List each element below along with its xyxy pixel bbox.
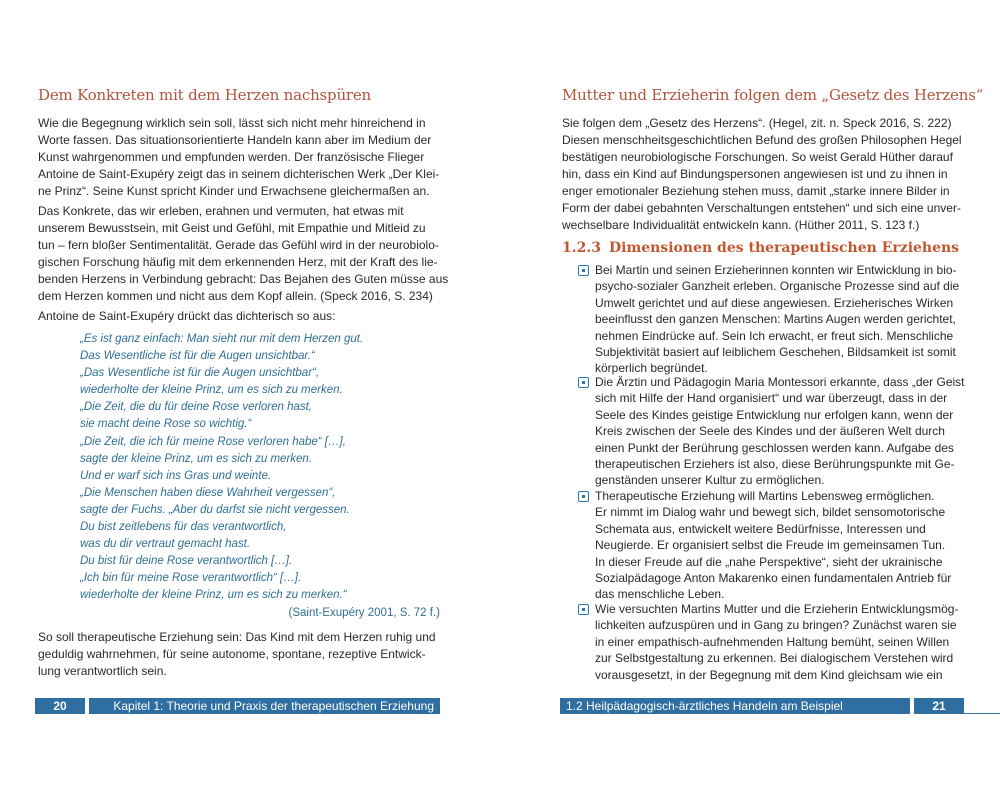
text-line: Umwelt gerichtet und auf diese angewiesen. Erzieherisches Wirken xyxy=(595,295,954,310)
text-line: Subjektivität basiert auf leiblichem Geschehen, Bildsamkeit ist somit xyxy=(595,344,956,359)
quote-source: (Saint-Exupéry 2001, S. 72 f.) xyxy=(288,607,440,619)
quote-line: sagte der Fuchs. „Aber du darfst sie nicht vergessen. xyxy=(80,503,350,516)
text-line: lung verantwortlich sein. xyxy=(38,664,167,678)
text-line: Sie folgen dem „Gesetz des Herzens“. (Hegel, zit. n. Speck 2016, S. 222) xyxy=(562,116,952,130)
section-number: 1.2.3 xyxy=(562,240,601,256)
quote-line: Du bist für deine Rose verantwortlich […]. xyxy=(80,555,293,568)
text-line: lichkeiten aufzuspüren und in Gang zu bringen? Zunächst waren sie xyxy=(595,618,957,633)
text-line: sich mit Hilfe der Hand organisiert“ und war überzeugt, dass in der xyxy=(595,391,948,406)
text-line: Bei Martin und seinen Erzieherinnen konnten wir Entwicklung in bio- xyxy=(595,263,957,277)
text-line: Kreis zwischen der Seele des Kindes und der äußeren Welt durch xyxy=(595,424,945,439)
text-line: Das Konkrete, das wir erleben, erahnen und vermuten, hat etwas mit xyxy=(38,204,404,218)
quote-line: sie macht deine Rose so wichtig.“ xyxy=(80,418,252,431)
poem-quote xyxy=(80,331,440,619)
text-line: Neugierde. Er organisiert selbst die Freude im gemeinsamen Tun. xyxy=(595,538,946,553)
chapter-title: Kapitel 1: Theorie und Praxis der therapeutischen Erziehung xyxy=(89,698,440,714)
bullet-icon xyxy=(578,604,589,615)
text-line: psycho-sozialer Ganzheit erleben. Organische Prozesse sind auf die xyxy=(595,279,960,294)
right-heading: Mutter und Erzieherin folgen dem „Gesetz des Herzens“ xyxy=(562,86,984,104)
page-number: 21 xyxy=(914,698,964,714)
quote-line: „Es ist ganz einfach: Man sieht nur mit dem Herzen gut. xyxy=(80,333,364,345)
quote-line: „Ich bin für meine Rose verantwortlich“ […]. xyxy=(80,572,302,585)
left-paragraph-2 xyxy=(38,203,448,305)
quote-line: „Das Wesentliche ist für die Augen unsichtbar“, xyxy=(80,367,320,380)
text-line: unserem Bewusstsein, mit Geist und Gefühl, mit Empathie und Mitleid zu xyxy=(38,221,426,235)
left-paragraph-3 xyxy=(38,308,336,325)
text-line: Wie die Begegnung wirklich sein soll, lässt sich nicht mehr hinreichend in xyxy=(38,116,426,130)
right-intro xyxy=(562,115,962,234)
left-paragraph-1 xyxy=(38,115,439,200)
text-line: Wie versuchten Martins Mutter und die Erzieherin Entwicklungsmög- xyxy=(595,602,959,616)
chapter-title: 1.2 Heilpädagogisch-ärztliches Handeln am Beispiel xyxy=(560,698,910,714)
text-line: Antoine de Saint-Exupéry zeigt das in seinem dichterischen Werk „Der Klei- xyxy=(38,167,440,181)
text-line: Diesen menschheitsgeschichtlichen Befund des großen Philosophen Hegel xyxy=(562,133,962,147)
right-page xyxy=(500,0,1000,800)
page-number: 20 xyxy=(35,698,85,714)
text-line: körperlich begründet. xyxy=(595,361,708,376)
text-line: So soll therapeutische Erziehung sein: Das Kind mit dem Herzen ruhig und xyxy=(38,630,436,644)
text-line: Worte fassen. Das situationsorientierte Handeln kann aber im Medium der xyxy=(38,133,432,147)
quote-line: „Die Zeit, die du für deine Rose verloren hast, xyxy=(80,401,313,414)
left-paragraph-4 xyxy=(38,629,436,680)
text-line: gischen Forschung häufig mit dem erkennenden Herz, mit der Kraft des lie- xyxy=(38,255,438,269)
quote-line: „Die Zeit, die ich für meine Rose verloren habe“ […], xyxy=(80,435,346,448)
bullet-icon xyxy=(578,265,589,276)
text-line: Antoine de Saint-Exupéry drückt das dichterisch so aus: xyxy=(38,309,336,323)
text-line: In dieser Freude auf die „nahe Perspektive“, sieht der ukrainische xyxy=(595,554,943,569)
text-line: Er nimmt im Dialog wahr und bewegt sich, bildet sensomotorische xyxy=(595,505,946,520)
text-line: wechselbare Individualität entwickeln kann. (Hüther 2011, S. 123 f.) xyxy=(562,218,920,232)
quote-line: „Die Menschen haben diese Wahrheit vergessen“, xyxy=(80,486,336,499)
text-line: vorausgesetzt, in der Begegnung mit dem Kind gleichsam wie ein xyxy=(595,667,943,682)
bullet-icon xyxy=(578,491,589,502)
quote-line: sagte der kleine Prinz, um es sich zu merken. xyxy=(80,452,313,465)
quote-line: wiederholte der kleine Prinz, um es sich zu merken. xyxy=(80,384,343,397)
text-line: Seele des Kindes geistige Entwicklung nur erfolgen kann, wenn der xyxy=(595,407,954,422)
text-line: genständen unserer Kultur zu ermöglichen. xyxy=(595,473,825,488)
text-line: beeinflusst den ganzen Menschen: Martins Augen werden gerichtet, xyxy=(595,312,956,327)
text-line: zur Selbstgestaltung zu erkennen. Bei dialogischem Verstehen wird xyxy=(595,651,954,666)
text-line: nehmen Eindrücke auf. Sein Ich erwacht, er freut sich. Menschliche xyxy=(595,328,954,343)
text-line: dem Herzen kommen und nicht aus dem Kopf allein. (Speck 2016, S. 234) xyxy=(38,289,433,303)
text-line: einen Punkt der Berührung geschlossen werden kann. Aufgabe des xyxy=(595,440,954,455)
quote-line: wiederholte der kleine Prinz, um es sich zu merken.“ xyxy=(80,589,347,602)
text-line: therapeutischen Erziehers ist also, diese Berührungspunkte mit Ge- xyxy=(595,456,955,471)
text-line: Kunst wahrgenommen und empfunden werden. Der französische Flieger xyxy=(38,150,425,164)
text-line: Die Ärztin und Pädagogin Maria Montessori erkannte, dass „der Geist xyxy=(595,375,965,389)
text-line: Schemata aus, entwickelt weitere Bedürfnisse, Interessen und xyxy=(595,521,926,536)
bullet-icon xyxy=(578,377,589,388)
section-title: Dimensionen des therapeutischen Erziehens xyxy=(609,240,960,256)
quote-line: was du dir vertraut gemacht hast. xyxy=(80,538,251,551)
quote-line: Du bist zeitlebens für das verantwortlich, xyxy=(80,521,287,534)
quote-line: Und er warf sich ins Gras und weinte. xyxy=(80,469,272,482)
left-heading: Dem Konkreten mit dem Herzen nachspüren xyxy=(38,86,372,104)
text-line: hin, dass ein Kind auf Bindungspersonen angewiesen ist und zu ihnen in xyxy=(562,167,948,181)
quote-line: Das Wesentliche ist für die Augen unsichtbar.“ xyxy=(80,350,315,363)
text-line: in einer empathisch-aufnehmenden Haltung bemüht, seinen Willen xyxy=(595,634,950,649)
text-line: das menschliche Leben. xyxy=(595,587,725,602)
text-line: Form der dabei gebahnten Verschaltungen entstehen“ und sich eine unver- xyxy=(562,201,961,215)
text-line: benden Herzens in Verbindung gebracht: Das Bejahen des Guten müsse aus xyxy=(38,272,449,286)
text-line: enger emotionaler Beziehung stehen muss, damit „starke innere Bilder in xyxy=(562,184,950,198)
text-line: geduldig wahrnehmen, für seine autonome, spontane, rezeptive Entwick- xyxy=(38,647,426,661)
section-heading xyxy=(562,240,959,256)
text-line: tun – fern bloßer Sentimentalität. Gerade das Gefühl wird in der neurobiolo- xyxy=(38,238,439,252)
text-line: Therapeutische Erziehung will Martins Lebensweg ermöglichen. xyxy=(595,489,935,503)
text-line: bestätigen neurobiologische Forschungen. So weist Gerald Hüther darauf xyxy=(562,150,953,164)
text-line: ne Prinz“. Seine Kunst spricht Kinder und Erwachsene gleichermaßen an. xyxy=(38,184,430,198)
footer-rule xyxy=(964,713,1000,714)
text-line: Sozialpädagoge Anton Makarenko einen fundamentalen Antrieb für xyxy=(595,570,952,585)
